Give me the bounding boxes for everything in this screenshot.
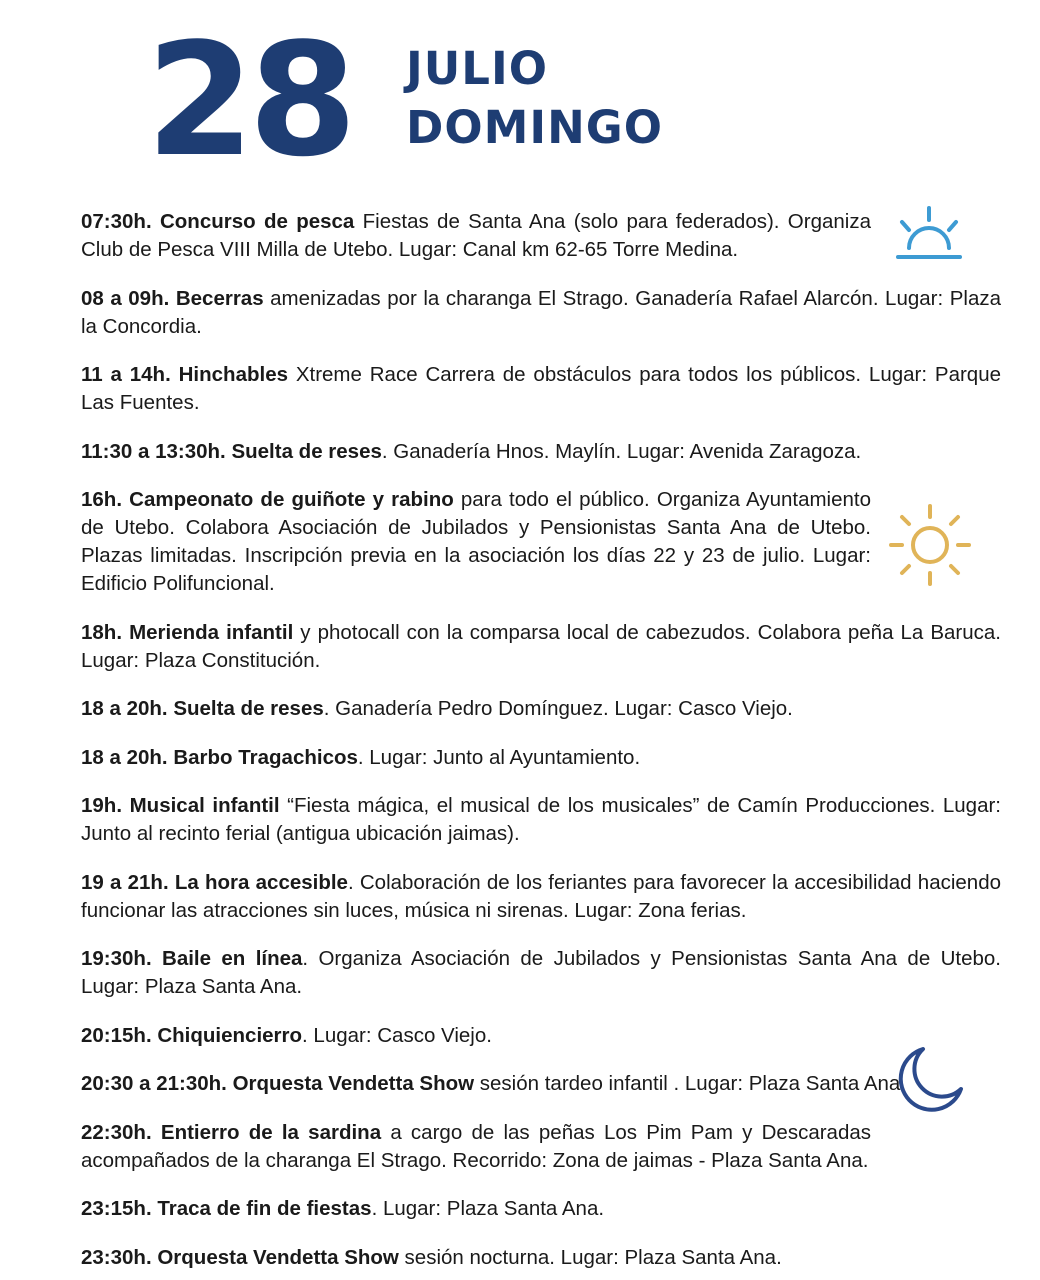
event-description: . Lugar: Plaza Santa Ana. (371, 1197, 605, 1220)
month-label: JULIO (406, 42, 548, 95)
event-time: 18 a 20h. (81, 697, 168, 720)
event-item (81, 945, 1001, 1001)
event-description: . Colaboración de los feriantes para favorecer la accesibilidad haciendo funcionar las atracciones sin luces, música ni sirenas. Lugar: Zona ferias. (81, 870, 1002, 922)
event-description: a cargo de las peñas Los Pim Pam y Descaradas acompañados de la charanga El Strago. Recorrido: Zona de jaimas - Plaza Santa Ana. (81, 1120, 871, 1172)
event-time: 19h. (81, 794, 123, 817)
weekday-label: DOMINGO (406, 101, 663, 154)
event-item (81, 1070, 1001, 1098)
event-time: 23:30h. (81, 1245, 152, 1269)
event-item (81, 1195, 1001, 1223)
page-header (0, 0, 1040, 200)
event-item (81, 1022, 1001, 1050)
event-description: amenizadas por la charanga El Strago. Ganadería Rafael Alarcón. Lugar: Plaza la Concordia. (81, 286, 1001, 338)
event-name: Orquesta Vendetta Show (157, 1245, 399, 1269)
event-schedule (81, 208, 1001, 1280)
event-description: Xtreme Race Carrera de obstáculos para todos los públicos. Lugar: Parque Las Fuentes. (81, 363, 1001, 414)
event-description: para todo el público. Organiza Ayuntamiento de Utebo. Colabora Asociación de Jubilados y Pensionistas Santa Ana de Utebo. Plazas limitadas. Inscripción previa en la asociación los días 22 y 23 de julio. Lugar: Edificio Polifuncional. (81, 488, 872, 595)
event-name: La hora accesible (174, 870, 348, 894)
event-name: Hinchables (178, 363, 288, 386)
day-number: 28 (146, 9, 352, 191)
event-item (81, 619, 1001, 675)
event-item (81, 486, 871, 598)
sunrise-icon (892, 204, 966, 264)
event-item (81, 1244, 1001, 1272)
event-time: 11 a 14h. (81, 363, 171, 386)
event-name: Entierro de la sardina (160, 1120, 382, 1144)
event-name: Orquesta Vendetta Show (232, 1072, 475, 1095)
event-name: Suelta de reses (231, 439, 382, 463)
event-item (81, 361, 1001, 417)
event-description: . Lugar: Junto al Ayuntamiento. (357, 745, 641, 769)
event-time: 18 a 20h. (81, 745, 168, 769)
event-time: 19 a 21h. (81, 870, 169, 894)
event-time: 11:30 a 13:30h. (81, 439, 226, 463)
event-description: . Ganadería Hnos. Maylín. Lugar: Avenida Zaragoza. (381, 439, 862, 463)
event-name: Suelta de reses (173, 697, 324, 720)
event-time: 22:30h. (81, 1120, 152, 1144)
event-time: 07:30h. (81, 210, 152, 233)
event-time: 08 a 09h. (81, 286, 170, 310)
event-time: 18h. (81, 620, 123, 644)
event-item (81, 869, 1001, 925)
sun-icon (887, 502, 973, 588)
event-description: y photocall con la comparsa local de cabezudos. Colabora peña La Baruca. Lugar: Plaza Constitución. (81, 620, 1001, 672)
event-name: Baile en línea (162, 947, 303, 970)
event-item (81, 285, 1001, 341)
event-time: 23:15h. (81, 1197, 152, 1220)
event-name: Campeonato de guiñote y rabino (129, 488, 454, 511)
event-item (81, 208, 871, 264)
event-description: . Ganadería Pedro Domínguez. Lugar: Casco Viejo. (323, 697, 793, 720)
moon-icon (895, 1043, 967, 1115)
event-name: Concurso de pesca (159, 210, 355, 233)
event-description: . Lugar: Casco Viejo. (302, 1023, 492, 1047)
event-name: Traca de fin de fiestas (157, 1197, 372, 1220)
event-time: 20:30 a 21:30h. (81, 1072, 227, 1095)
event-time: 19:30h. (81, 947, 152, 970)
event-name: Becerras (175, 286, 264, 310)
event-item (81, 695, 1001, 723)
event-name: Merienda infantil (129, 620, 294, 644)
event-item (81, 792, 1001, 848)
event-item (81, 1119, 871, 1175)
event-item (81, 744, 1001, 772)
event-time: 16h. (81, 488, 123, 511)
event-name: Chiquiencierro (157, 1023, 303, 1047)
event-name: Musical infantil (129, 794, 280, 817)
event-time: 20:15h. (81, 1023, 152, 1047)
event-description: . Organiza Asociación de Jubilados y Pensionistas Santa Ana de Utebo. Lugar: Plaza Santa Ana. (81, 947, 1001, 998)
event-name: Barbo Tragachicos (173, 745, 358, 769)
event-description: “Fiesta mágica, el musical de los musicales” de Camín Producciones. Lugar: Junto al recinto ferial (antigua ubicación jaimas). (81, 794, 1001, 845)
event-item (81, 438, 1001, 466)
event-description: sesión tardeo infantil . Lugar: Plaza Santa Ana. (474, 1072, 906, 1095)
event-description: sesión nocturna. Lugar: Plaza Santa Ana. (398, 1245, 782, 1269)
event-description: Fiestas de Santa Ana (solo para federados). Organiza Club de Pesca VIII Milla de Utebo. Lugar: Canal km 62-65 Torre Medina. (81, 210, 871, 261)
